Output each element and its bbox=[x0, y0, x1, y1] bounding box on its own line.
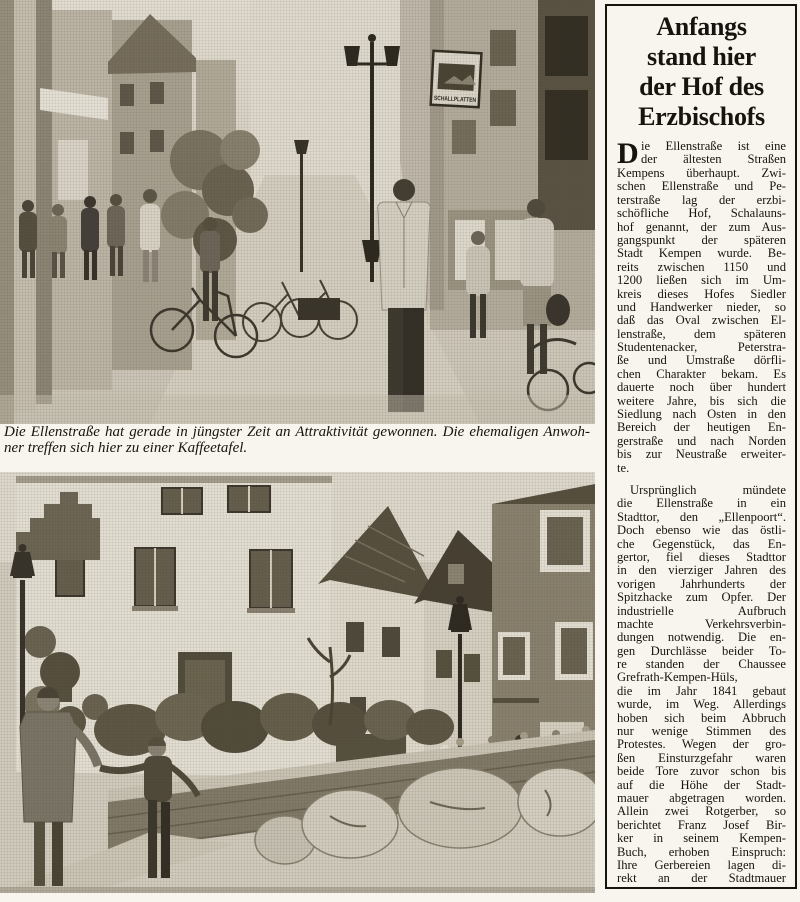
body-line: die im Jahr 1841 gebaut bbox=[617, 684, 786, 698]
body-line: Siedlung nach Osten in den bbox=[617, 408, 786, 422]
headline-line: Erzbischofs bbox=[638, 102, 765, 131]
body-line: bis zur Neustraße erweiter- bbox=[617, 448, 786, 462]
article-body bbox=[617, 137, 786, 886]
body-line: daß das Oval zwischen El- bbox=[617, 314, 786, 328]
body-line: ßen Einsturzgefahr waren bbox=[617, 751, 786, 765]
body-line: gerstraße und nach Norden bbox=[617, 434, 786, 448]
body-line: weitere Jahre, bis sich die bbox=[617, 394, 786, 408]
body-line: Allein zwei Rotgerber, so bbox=[617, 805, 786, 819]
body-line: rekt an der Stadtmauer bbox=[617, 872, 786, 886]
body-line: Stadt Kempen wurde. Be- bbox=[617, 247, 786, 261]
body-line: der ältesten Straßen bbox=[641, 153, 786, 167]
body-line: beide Tore zuvor schon bis bbox=[617, 765, 786, 779]
body-line: re standen der Chaussee bbox=[617, 658, 786, 672]
body-line: Bereich der heutigen En- bbox=[617, 421, 786, 435]
body-line: Studentenacker, Peterstra- bbox=[617, 341, 786, 355]
buildings-right bbox=[400, 0, 595, 330]
body-line: berichtet Franz Josef Bir- bbox=[617, 818, 786, 832]
caption-line: ner treffen sich hier zu einer Kaffeetafel. bbox=[4, 439, 248, 456]
body-line: gen Durchlässe beider To- bbox=[617, 644, 786, 658]
body-line: in den vierziger Jahren des bbox=[617, 564, 786, 578]
body-line: Spitzhacke zum Opfer. Der bbox=[617, 591, 786, 605]
body-line: chen Charakter bekam. Es bbox=[617, 367, 786, 381]
headline-line: stand hier bbox=[647, 42, 756, 71]
body-line: und Handwerker nieder, so bbox=[617, 300, 786, 314]
body-line: gangspunkt der späteren bbox=[617, 233, 786, 247]
street-scene-illustration bbox=[0, 0, 595, 424]
record-shop-sign bbox=[431, 51, 488, 107]
body-line: 1200 ließen sich im Um- bbox=[617, 274, 786, 288]
square-scene-illustration bbox=[0, 472, 595, 893]
photo-square-scene bbox=[0, 472, 595, 893]
body-line: ße und Umstraße dörfli- bbox=[617, 354, 786, 368]
body-line: te. bbox=[617, 461, 630, 475]
body-line: dungen notwendig. Die en- bbox=[617, 631, 786, 645]
first-paragraph-start bbox=[617, 137, 786, 170]
caption-line: Die Ellenstraße hat gerade in jüngster Zeit an Attraktivität gewonnen. Die ehemaligen Anwoh- bbox=[4, 424, 590, 440]
body-line: mauer abgetragen worden. bbox=[617, 791, 786, 805]
body-line: auf die Höhe der Stadt- bbox=[617, 778, 786, 792]
photo-caption bbox=[4, 425, 590, 456]
photo-bottom-edge bbox=[0, 887, 595, 893]
body-line: Grefrath-Kempen-Hüls, bbox=[617, 671, 738, 685]
article-headline bbox=[617, 12, 786, 132]
body-line: die Ellenstraße in ein bbox=[617, 497, 786, 511]
body-line: machte Verkehrsverbin- bbox=[617, 617, 786, 631]
body-line: Kempens überhaupt. Zwi- bbox=[617, 167, 786, 180]
body-line: hoben sich beim Abbruch bbox=[617, 711, 786, 725]
body-line: che Gegenstück, das En- bbox=[617, 537, 786, 551]
body-line: gertor, fiel dieses Stadttor bbox=[617, 550, 786, 564]
body-line: wurde, im Weg. Allerdings bbox=[617, 698, 786, 712]
body-line: nur wenige Stimmen des bbox=[617, 725, 786, 739]
body-line: hof genannt, der zum Aus- bbox=[617, 220, 786, 234]
body-line: dauerte noch über hundert bbox=[617, 381, 786, 395]
photo-street-scene bbox=[0, 0, 595, 424]
body-line: vorigen Jahrhunderts der bbox=[617, 577, 786, 591]
body-line: schen Ellenstraße und Pe- bbox=[617, 180, 786, 194]
body-line: terstraße lag der erzbi- bbox=[617, 193, 786, 207]
body-line: Stadttor, den „Ellenpoort“. bbox=[617, 510, 786, 524]
headline-line: der Hof des bbox=[639, 72, 764, 101]
drop-cap: D bbox=[617, 137, 639, 170]
body-line: reits zwischen 1150 und bbox=[617, 260, 786, 274]
body-line: kreis dieses Hofes Siedler bbox=[617, 287, 786, 301]
sign-text: SCHALLPLATTEN bbox=[433, 94, 488, 105]
body-line: industrielle Aufbruch bbox=[617, 604, 786, 618]
body-line: schöfliche Hof, Schalauns- bbox=[617, 207, 786, 221]
body-line: ker in seinem Kempen- bbox=[617, 832, 786, 846]
headline-line: Anfangs bbox=[656, 12, 747, 41]
body-line: Buch, erhoben Einspruch: bbox=[617, 845, 786, 859]
body-line: lenstraße, dem späteren bbox=[617, 327, 786, 341]
body-line: ie Ellenstraße ist eine bbox=[641, 140, 786, 153]
body-line: Ursprünglich mündete bbox=[630, 483, 786, 497]
body-line: Protestes. Wegen der gro- bbox=[617, 738, 786, 752]
body-line: Doch ebenso wie das östli- bbox=[617, 524, 786, 538]
second-paragraph bbox=[617, 484, 786, 886]
body-line: Ihre Gerbereien lagen di- bbox=[617, 858, 786, 872]
article-box bbox=[605, 4, 797, 889]
